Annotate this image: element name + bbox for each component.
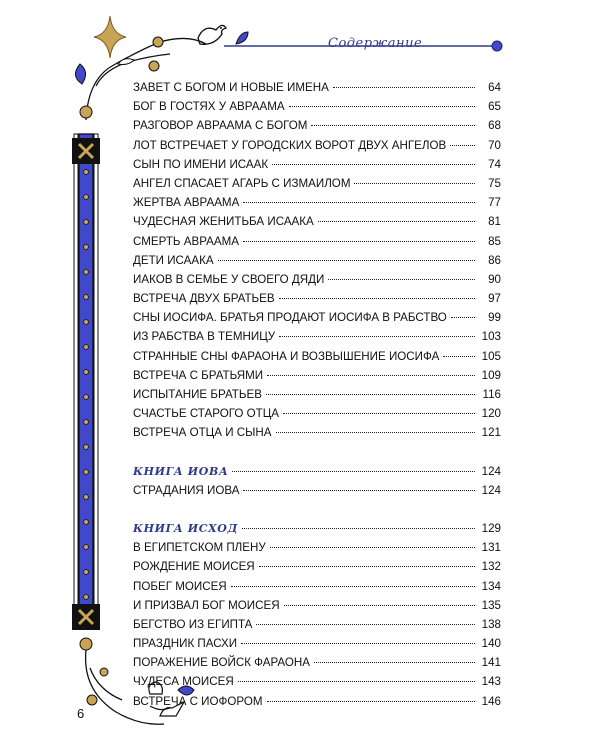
toc-entry[interactable] (133, 97, 501, 116)
toc-entry-page: 143 (481, 675, 501, 689)
toc-entry-title: РАЗГОВОР АВРААМА С БОГОМ (133, 119, 308, 133)
toc-entry[interactable] (133, 232, 501, 251)
toc-entry[interactable] (133, 653, 501, 672)
toc-entry-page: 109 (481, 368, 501, 382)
toc-entry-title: КНИГА ИСХОД (133, 521, 238, 535)
dotted-leader (232, 471, 475, 472)
toc-entry[interactable] (133, 577, 501, 596)
toc-entry[interactable] (133, 270, 501, 289)
dotted-leader (443, 356, 475, 357)
toc-section-exodus (133, 519, 501, 711)
toc-entry[interactable] (133, 404, 501, 423)
toc-entry[interactable] (133, 136, 501, 155)
toc-entry[interactable] (133, 116, 501, 135)
toc-entry-title: ПОБЕГ МОИСЕЯ (133, 579, 227, 593)
toc-entry-page: 105 (481, 349, 501, 363)
toc-entry[interactable] (133, 692, 501, 711)
dotted-leader (243, 490, 475, 491)
toc-entry-title: ЗАВЕТ С БОГОМ И НОВЫЕ ИМЕНА (133, 81, 329, 94)
toc-entry-page: 135 (481, 598, 501, 612)
dotted-leader (279, 298, 475, 299)
dotted-leader (284, 605, 475, 606)
toc-entry-title: РОЖДЕНИЕ МОИСЕЯ (133, 560, 255, 574)
toc-entry[interactable] (133, 327, 501, 346)
toc-entry[interactable] (133, 251, 501, 270)
page-title: Содержание (328, 36, 423, 51)
toc-entry-page: 81 (488, 215, 501, 229)
toc-entry[interactable] (133, 193, 501, 212)
toc-entry-title: СТРАННЫЕ СНЫ ФАРАОНА И ВОЗВЫШЕНИЕ ИОСИФА (133, 349, 440, 363)
toc-entry-title: И ПРИЗВАЛ БОГ МОИСЕЯ (133, 598, 280, 612)
toc-entry[interactable] (133, 596, 501, 615)
toc-entry[interactable] (133, 308, 501, 327)
dotted-leader (279, 336, 475, 337)
toc-entry-page: 124 (481, 483, 501, 497)
toc-entry-title: В ЕГИПЕТСКОМ ПЛЕНУ (133, 541, 266, 555)
toc-entry-title: ПРАЗДНИК ПАСХИ (133, 637, 238, 651)
dotted-leader (256, 624, 475, 625)
toc-entry[interactable] (133, 538, 501, 557)
toc-book-heading[interactable] (133, 519, 501, 538)
toc-entry-title: ПОРАЖЕНИЕ ВОЙСК ФАРАОНА (133, 656, 311, 670)
toc-entry[interactable] (133, 347, 501, 366)
toc-entry-page: 103 (481, 330, 501, 344)
dotted-leader (241, 643, 475, 644)
toc-entry[interactable] (133, 385, 501, 404)
dotted-leader (242, 528, 475, 529)
toc-entry-title: СТРАДАНИЯ ИОВА (133, 483, 240, 497)
toc-entry-page: 68 (488, 119, 501, 133)
dotted-leader (266, 394, 475, 395)
toc-entry-title: БЕГСТВО ИЗ ЕГИПТА (133, 617, 253, 631)
dotted-leader (328, 279, 475, 280)
toc-entry-page: 64 (488, 81, 501, 94)
toc-entry-title: БОГ В ГОСТЯХ У АВРААМА (133, 100, 285, 114)
table-of-contents (133, 78, 501, 711)
dotted-leader (276, 432, 476, 433)
toc-entry-page: 132 (481, 560, 501, 574)
dotted-leader (270, 547, 475, 548)
toc-entry-page: 121 (481, 426, 501, 440)
toc-entry-title: КНИГА ИОВА (133, 464, 229, 478)
toc-entry-page: 86 (488, 253, 501, 267)
dotted-leader (450, 145, 475, 146)
dotted-leader (243, 241, 475, 242)
toc-entry[interactable] (133, 155, 501, 174)
dotted-leader (272, 164, 475, 165)
toc-entry-page: 97 (488, 292, 501, 306)
toc-entry-page: 129 (481, 521, 501, 535)
dotted-leader (318, 221, 475, 222)
toc-entry[interactable] (133, 212, 501, 231)
toc-entry-page: 138 (481, 617, 501, 631)
toc-entry[interactable] (133, 634, 501, 653)
toc-entry-title: ИСПЫТАНИЕ БРАТЬЕВ (133, 388, 262, 401)
toc-entry-page: 140 (481, 637, 501, 651)
toc-entry[interactable] (133, 423, 501, 442)
toc-entry-title: ВСТРЕЧА ДВУХ БРАТЬЕВ (133, 292, 275, 306)
toc-entry-page: 75 (488, 176, 501, 190)
toc-entry-page: 77 (488, 196, 501, 210)
toc-entry-page: 141 (481, 656, 501, 670)
toc-entry-title: СНЫ ИОСИФА. БРАТЬЯ ПРОДАЮТ ИОСИФА В РАБСТВО (133, 311, 447, 325)
toc-entry-page: 65 (488, 100, 501, 114)
dotted-leader (218, 260, 475, 261)
dotted-leader (231, 586, 475, 587)
toc-entry-title: ИЗ РАБСТВА В ТЕМНИЦУ (133, 330, 276, 344)
dotted-leader (333, 87, 475, 88)
toc-entry[interactable] (133, 366, 501, 385)
toc-entry-page: 99 (488, 311, 501, 325)
toc-entry-page: 120 (481, 407, 501, 421)
toc-entry-title: ЧУДЕСНАЯ ЖЕНИТЬБА ИСААКА (133, 215, 314, 229)
dotted-leader (267, 701, 476, 702)
dotted-leader (314, 662, 475, 663)
toc-book-heading[interactable] (133, 462, 501, 481)
toc-entry-page: 74 (488, 157, 501, 171)
toc-entry-title: ЛОТ ВСТРЕЧАЕТ У ГОРОДСКИХ ВОРОТ ДВУХ АНГЕЛОВ (133, 138, 447, 152)
dotted-leader (267, 375, 475, 376)
toc-entry-page: 90 (488, 272, 501, 286)
toc-entry-page: 85 (488, 234, 501, 248)
toc-entry-title: СЧАСТЬЕ СТАРОГО ОТЦА (133, 407, 280, 421)
dotted-leader (243, 202, 475, 203)
toc-entry[interactable] (133, 174, 501, 193)
toc-entry[interactable] (133, 557, 501, 576)
dotted-leader (311, 125, 475, 126)
page-number: 6 (77, 706, 85, 721)
toc-entry-page: 70 (488, 138, 501, 152)
toc-main-list (133, 78, 501, 443)
dotted-leader (259, 566, 475, 567)
toc-entry-title: СЫН ПО ИМЕНИ ИСААК (133, 157, 269, 171)
toc-entry-title: ЧУДЕСА МОИСЕЯ (133, 675, 234, 689)
toc-entry-title: СМЕРТЬ АВРААМА (133, 234, 240, 248)
toc-entry-page: 116 (482, 388, 501, 401)
toc-entry[interactable] (133, 78, 501, 97)
toc-entry-title: ЖЕРТВА АВРААМА (133, 196, 240, 210)
toc-entry-page: 134 (481, 579, 501, 593)
dotted-leader (354, 183, 475, 184)
toc-entry-title: АНГЕЛ СПАСАЕТ АГАРЬ С ИЗМАИЛОМ (133, 176, 351, 190)
dotted-leader (283, 413, 475, 414)
toc-entry-title: ИАКОВ В СЕМЬЕ У СВОЕГО ДЯДИ (133, 272, 325, 286)
dotted-leader (238, 681, 475, 682)
toc-entry-page: 146 (481, 694, 501, 708)
toc-entry[interactable] (133, 615, 501, 634)
dotted-leader (451, 317, 475, 318)
toc-entry-page: 131 (481, 541, 501, 555)
toc-section-iov (133, 462, 501, 500)
toc-entry-page: 124 (481, 464, 501, 478)
toc-entry[interactable] (133, 481, 501, 500)
toc-entry[interactable] (133, 672, 501, 691)
toc-entry-title: ВСТРЕЧА С БРАТЬЯМИ (133, 368, 264, 382)
dotted-leader (289, 106, 475, 107)
toc-entry-title: ВСТРЕЧА С ИОФОРОМ (133, 694, 263, 708)
toc-entry-title: ВСТРЕЧА ОТЦА И СЫНА (133, 426, 272, 440)
toc-entry[interactable] (133, 289, 501, 308)
toc-entry-title: ДЕТИ ИСААКА (133, 253, 214, 267)
